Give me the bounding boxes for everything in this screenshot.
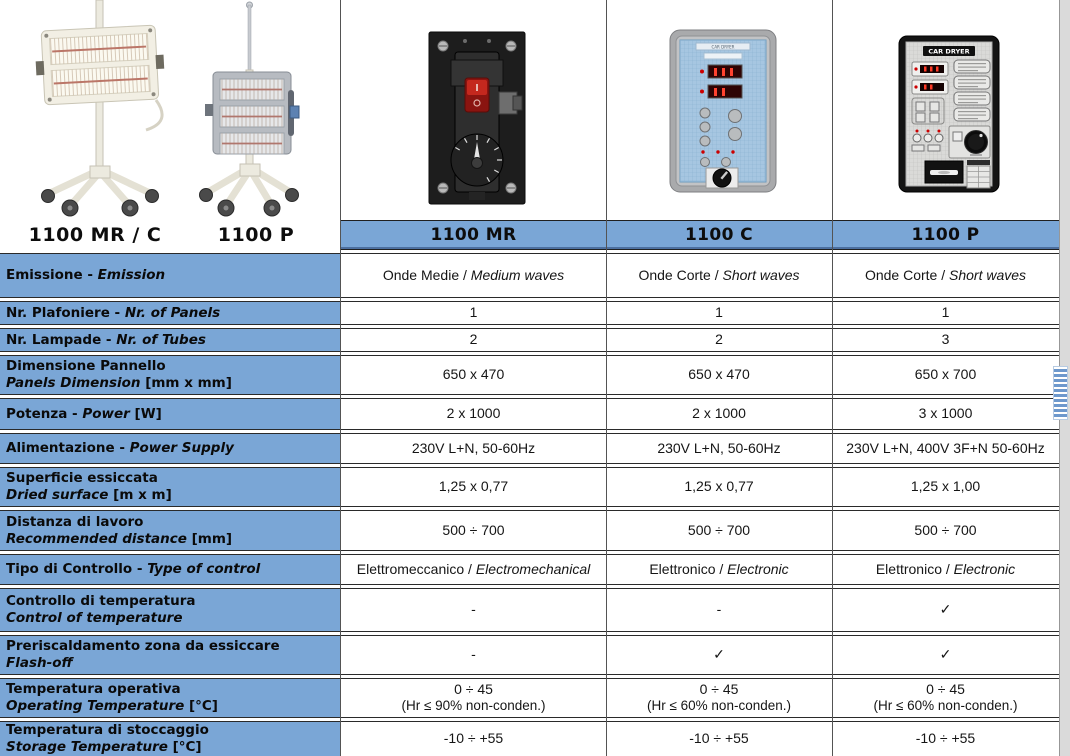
row-label: Superficie essiccata Dried surface [m x m] [0, 467, 341, 507]
value-cell: ✓ [832, 635, 1059, 675]
value-cell: 0 ÷ 45 (Hr ≤ 90% non-conden.) [341, 678, 606, 718]
table-row-flash-off [0, 635, 1059, 675]
value-cell: 0 ÷ 45 (Hr ≤ 60% non-conden.) [606, 678, 832, 718]
column-header-1100p: 1100 P [832, 220, 1059, 250]
table-row-dried-surface [0, 467, 1059, 507]
column-header-1100mr: 1100 MR [341, 220, 606, 250]
stand-label-mr-c: 1100 MR / C [28, 224, 162, 246]
value-cell: 0 ÷ 45 (Hr ≤ 60% non-conden.) [832, 678, 1059, 718]
value-cell: 230V L+N, 400V 3F+N 50-60Hz [832, 433, 1059, 464]
value-cell: 2 x 1000 [606, 398, 832, 430]
value-cell: 3 x 1000 [832, 398, 1059, 430]
value-cell: 500 ÷ 700 [606, 510, 832, 551]
value-cell: 650 x 470 [341, 355, 606, 395]
row-label: Nr. Plafoniere - Nr. of Panels [0, 301, 341, 325]
product-image-panel-mr [427, 30, 527, 208]
row-label: Emissione - Emission [0, 253, 341, 298]
value-cell: 650 x 470 [606, 355, 832, 395]
scrollbar-thumb[interactable] [1053, 366, 1068, 420]
row-label: Temperatura di stoccaggio Storage Temperature [°C] [0, 721, 341, 756]
value-cell: Onde Corte / Short waves [606, 253, 832, 298]
value-cell: 1 [606, 301, 832, 325]
value-cell: - [341, 588, 606, 632]
value-cell: 1,25 x 0,77 [606, 467, 832, 507]
table-row-temp-control [0, 588, 1059, 632]
row-label: Alimentazione - Power Supply [0, 433, 341, 464]
stand-labels [0, 220, 341, 250]
value-cell: 230V L+N, 50-60Hz [606, 433, 832, 464]
row-label: Distanza di lavoro Recommended distance [mm] [0, 510, 341, 551]
column-header-1100c: 1100 C [606, 220, 832, 250]
value-cell: 1,25 x 0,77 [341, 467, 606, 507]
product-image-stand-mr-c [10, 0, 180, 218]
table-row-power-supply [0, 433, 1059, 464]
column-divider [340, 0, 341, 756]
value-cell: 650 x 700 [832, 355, 1059, 395]
value-cell: - [606, 588, 832, 632]
value-cell: - [341, 635, 606, 675]
column-divider [606, 0, 607, 756]
value-cell: 3 [832, 328, 1059, 352]
product-image-panel-p [897, 34, 1001, 194]
value-cell: Onde Corte / Short waves [832, 253, 1059, 298]
table-row-panels [0, 301, 1059, 325]
value-cell: -10 ÷ +55 [832, 721, 1059, 756]
row-label: Controllo di temperatura Control of temperature [0, 588, 341, 632]
value-cell: 500 ÷ 700 [832, 510, 1059, 551]
table-row-emission [0, 253, 1059, 298]
panel-p-title: CAR DRYER [928, 47, 970, 56]
value-cell: 2 [341, 328, 606, 352]
row-label: Potenza - Power [W] [0, 398, 341, 430]
row-label: Tipo di Controllo - Type of control [0, 554, 341, 585]
value-cell: 2 x 1000 [341, 398, 606, 430]
value-cell: Elettronico / Electronic [832, 554, 1059, 585]
product-image-panel-c [668, 28, 778, 194]
table-row-control-type [0, 554, 1059, 585]
product-image-stand-p [192, 0, 312, 220]
row-label: Nr. Lampade - Nr. of Tubes [0, 328, 341, 352]
table-row-power [0, 398, 1059, 430]
panel-c-title: CAR DRYER [711, 44, 735, 50]
stand-label-p: 1100 P [217, 224, 295, 246]
value-cell: 1,25 x 1,00 [832, 467, 1059, 507]
row-label: Dimensione Pannello Panels Dimension [mm x mm] [0, 355, 341, 395]
table-header-row [0, 220, 1059, 250]
value-cell: 1 [832, 301, 1059, 325]
value-cell: 1 [341, 301, 606, 325]
value-cell: Elettronico / Electronic [606, 554, 832, 585]
row-label: Temperatura operativa Operating Temperature [°C] [0, 678, 341, 718]
product-images-area [0, 0, 1070, 220]
table-row-distance [0, 510, 1059, 551]
value-cell: -10 ÷ +55 [341, 721, 606, 756]
table-row-operating-temp [0, 678, 1059, 718]
table-row-storage-temp [0, 721, 1059, 756]
table-row-tubes [0, 328, 1059, 352]
value-cell: ✓ [832, 588, 1059, 632]
value-cell: 230V L+N, 50-60Hz [341, 433, 606, 464]
value-cell: Onde Medie / Medium waves [341, 253, 606, 298]
table-row-panel-dimension [0, 355, 1059, 395]
row-label: Preriscaldamento zona da essiccare Flash-off [0, 635, 341, 675]
value-cell: ✓ [606, 635, 832, 675]
value-cell: Elettromeccanico / Electromechanical [341, 554, 606, 585]
value-cell: 2 [606, 328, 832, 352]
value-cell: 500 ÷ 700 [341, 510, 606, 551]
value-cell: -10 ÷ +55 [606, 721, 832, 756]
column-divider [832, 0, 833, 756]
